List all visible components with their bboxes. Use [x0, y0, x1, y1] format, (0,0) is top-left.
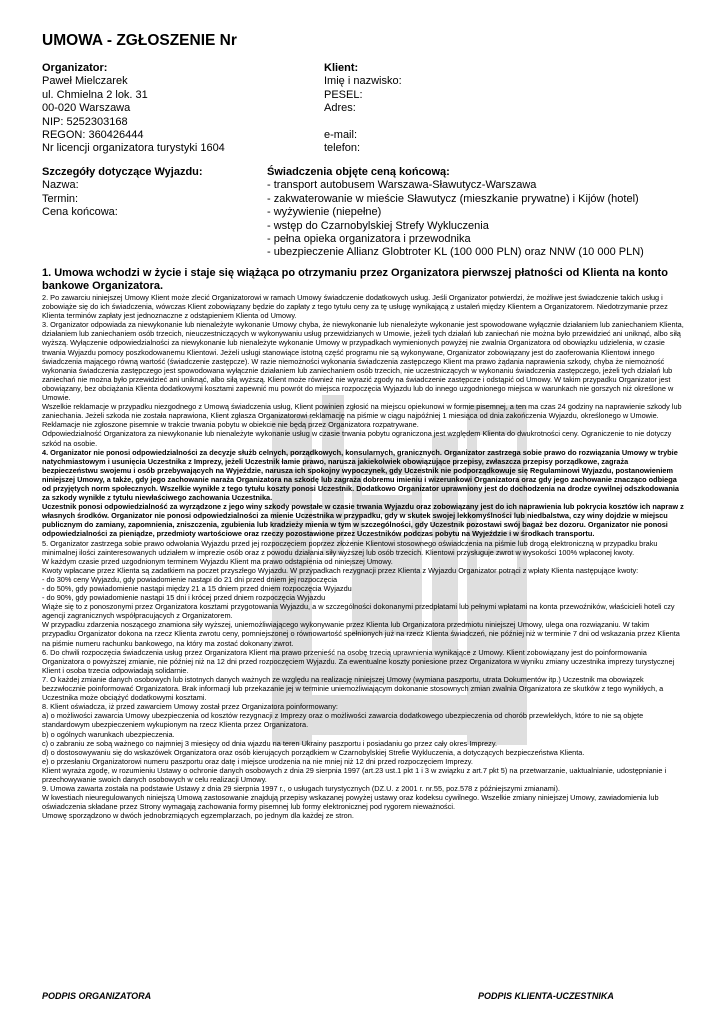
client-email-label: e-mail: — [324, 128, 358, 141]
contract-paragraph: 3. Organizator odpowiada za niewykonanie lub nienależyte wykonanie Umowy chyba, że niewykonanie lub nienależyte wykonanie jest spowodowane wyłącznie działaniem lub zaniechaniem Klienta, działaniem lub zaniechaniem osób trzecich, nieuczestniczących w wykonywaniu usług przewidzianych w Umowie, jeżeli tych działań lub zaniechań nie można było przewidzieć ani uniknąć, albo siłą wyższą. Wyłączenie odpowiedzialności za niewykonanie lub nienależyte wykonanie Umowy w przypadkach wymienionych powyżej nie zwalnia Organizatora od obowiązku udzielenia, w czasie trwania Wyjazdu pomocy poszkodowanemu Klientowi. Jeżeli usługi stanowiące istotną część programu nie są wykonywane, Organizator zobowiązany jest do zaoferowania Klientowi innego świadczenia mającego równą wartość (świadczenie zastępcze). W razie niemożności wykonania świadczenia zastępczego Klient ma prawo żądania naprawienia szkody, chyba że niemożność wykonania świadczenia zastępczego jest spowodowana wyłącznie działaniem lub zaniechaniem osób trzecich, nie uczestniczących w wykonaniu świadczenia zastępczego, jeżeli tych działań lub zaniechań nie można było przewidzieć ani uniknąć, albo siłą wyższą. Klient może również nie wyrazić zgody na świadczenie zastępcze i odstąpić od Umowy. W takim przypadku Organizator jest obowiązany, bez obciążania Klienta dodatkowymi kosztami zapewnić mu powrót do miejsca rozpoczęcia Wyjazdu lub do innego uzgodnionego miejsca w warunkach nie gorszych niż określone w Umowie. — [42, 320, 684, 403]
contract-paragraph: c) o zabraniu ze sobą ważnego co najmniej 3 miesięcy od dnia wjazdu na teren Ukrainy paszportu i posiadaniu go przez cały okres Imprezy. — [42, 738, 498, 748]
contract-paragraph: 5. Organizator zastrzega sobie prawo odwołania Wyjazdu przed jej rozpoczęciem poprzez złożenie Klientowi stosownego oświadczenia na piśmie lub drogą elektroniczną w przypadku braku minimalnej ilości zainteresowanych udziałem w imprezie osób oraz z powodu działania siły wyższej lub osób trzecich. Klientowi przysługuje zwrot w wysokości 100% wpłaconej kwoty. — [42, 538, 658, 557]
organizer-license: Nr licencji organizatora turystyki 1604 — [42, 142, 225, 155]
organizer-street: ul. Chmielna 2 lok. 31 — [42, 88, 148, 101]
client-signature-label: PODPIS KLIENTA-UCZESTNIKA — [478, 991, 614, 1001]
document-title: UMOWA - ZGŁOSZENIE Nr — [42, 32, 237, 49]
contract-paragraph: - do 90%, gdy powiadomienie nastąpi 15 dni i krócej przed dniem rozpoczęcia Wyjazdu — [42, 593, 326, 603]
included-item: - wstęp do Czarnobylskiej Strefy Wykluczenia — [267, 219, 489, 232]
contract-paragraph: Uczestnik ponosi odpowiedzialność za wyrządzone z jego winy szkody powstałe w czasie trwania Wyjazdu oraz zobowiązany jest do ich naprawienia lub pokrycia kosztów ich napraw z własnych środków. Organizator nie ponosi odpowiedzialności za mienie Uczestnika w przypadku, gdy w skutek swojej lekkomyślności lub niedbalstwa, czy winy dojdzie w miejscu publicznym do zamiany, zapomnienia, zniszczenia, zgubienia lub kradzieży mienia w tym w szczególności, gdy Uczestnik pozostawi swój bagaż bez dozoru. Organizator nie ponosi odpowiedzialności za pieniądze, przedmioty wartościowe oraz rzeczy pozostawione przez Uczestników podczas pobytu na Wyjeździe i w środkach transportu. — [42, 502, 684, 539]
included-item: - zakwaterowanie w mieście Sławutycz (mieszkanie prywatne) i Kijów (hotel) — [267, 192, 639, 205]
contract-paragraph: W kwestiach nieuregulowanych niniejszą Umową zastosowanie znajdują przepisy wskazanej powyżej ustawy oraz kodeksu cywilnego. Wszelkie zmiany niniejszej Umowy, zawiadomienia lub oświadczenia składane przez Strony wymagają zachowania formy pisemnej lub formy elektronicznej pod rygorem nieważności. — [42, 793, 659, 812]
client-name-label: Imię i nazwisko: — [324, 75, 402, 88]
included-services-header: Świadczenia objęte ceną końcową: — [267, 166, 450, 178]
organizer-regon: REGON: 360426444 — [42, 129, 144, 142]
client-address-label: Adres: — [324, 102, 356, 115]
included-item: - pełna opieka organizatora i przewodnika — [267, 233, 471, 246]
trip-price-label: Cena końcowa: — [42, 206, 118, 219]
organizer-signature-label: PODPIS ORGANIZATORA — [42, 991, 152, 1001]
organizer-header: Organizator: — [42, 62, 108, 74]
contract-paragraph: Odpowiedzialność Organizatora za niewykonanie lub nienależyte wykonanie usług w czasie trwania pobytu ograniczona jest względem Klienta do dwukrotności ceny. Ograniczenie to nie dotyczy szkód na osobie. — [42, 429, 672, 448]
contract-paragraph: - do 50%, gdy powiadomienie nastąpi między 21 a 15 dniem przed dniem rozpoczęcia Wyjazdu — [42, 584, 352, 593]
organizer-nip: NIP: 5252303168 — [42, 115, 128, 128]
contract-paragraph: a) o możliwości zawarcia Umowy ubezpieczenia od kosztów rezygnacji z Imprezy oraz o możliwości zawarcia dodatkowego ubezpieczenia od chorób przewlekłych, które to nie są objęte standardowym ubezpieczeniem wykupionym na rzecz Klienta przez Organizatora. — [42, 711, 644, 730]
contract-paragraph: 7. O każdej zmianie danych osobowych lub istotnych danych ważnych ze względu na realizację niniejszej Umowy (wymiana paszportu, utrata Dokumentów itp.) Uczestnik ma obowiązek bezzwłocznie poinformować Organizatora. Brak informacji lub przekazanie jej w terminie uniemożliwiającym dokonanie stosownych zmian zwalnia Organizatora ze skutków z tego wynikłych, a Uczestnika może obciążyć dodatkowymi kosztami. — [42, 674, 664, 703]
contract-paragraph: d) o dostosowywaniu się do wskazówek Organizatora oraz osób kierujących porządkiem w Czarnobylskiej Strefie Wykluczenia, a dotyczących bezpieczeństwa Klienta. — [42, 747, 585, 757]
contract-terms — [42, 293, 684, 820]
trip-name-label: Nazwa: — [42, 179, 79, 192]
contract-paragraph: 4. Organizator nie ponosi odpowiedzialności za decyzje służb celnych, porządkowych, konsularnych, granicznych. Organizator zastrzega sobie prawo do rozwiązania Umowy w trybie natychmiastowym i usunięcia Uczestnika z Imprezy, jeżeli Uczestnik łamie prawo, narusza jakiekolwiek obowiązujące przepisy, zwłaszcza przepisy porządkowe, zagraża bezpieczeństwu swojemu i osób przebywających na Wyjeździe, narusza ich spokojny wypoczynek, gdy Uczestnik nie podporządkowuje się Regulaminowi Wyjazdu, postanowieniem niniejszej Umowy, a także, gdy jego zachowanie naraża Organizatora na szkodę lub zagraża dobremu imieniu i wizerunkowi Organizatora oraz gdy jego zachowanie znacząco odbiega od przyjętych norm społecznych. Wszelkie wynikłe z tego tytułu koszty ponosi Uczestnik. Dodatkowo Organizator uprawniony jest do dochodzenia na drodze cywilnej odszkodowania za szkody wynikłe z tytułu niewłaściwego zachowania Uczestnika. — [42, 447, 679, 503]
client-phone-label: telefon: — [324, 142, 361, 155]
contract-paragraph: W każdym czasie przed uzgodnionym terminem Wyjazdu Klient ma prawo odstąpienia od niniejszej Umowy. — [42, 556, 393, 566]
included-item: - ubezpieczenie Allianz Globtroter KL (100 000 PLN) oraz NNW (10 000 PLN) — [267, 246, 644, 259]
organizer-city: 00-020 Warszawa — [42, 102, 131, 115]
included-item: - transport autobusem Warszawa-Sławutycz-Warszawa — [267, 179, 537, 192]
included-item: - wyżywienie (niepełne) — [267, 206, 382, 219]
contract-paragraph: Umowę sporządzono w dwóch jednobrzmiących egzemplarzach, po jednym dla każdej ze stron. — [42, 811, 354, 821]
contract-paragraph: 2. Po zawarciu niniejszej Umowy Klient może zlecić Organizatorowi w ramach Umowy świadczenie dodatkowych usług. Jeśli Organizator potwierdzi, że możliwe jest świadczenie takich usług i zobowiąże się do ich świadczenia, wówczas Klient zobowiązany będzie do zapłaty z tego tytułu ceny za tę usługę wynikającą z ustaleń między Klientem a Organizatorem. Niedotrzymanie przez Klienta terminów zapłaty jest jednoznaczne z odstąpieniem Klienta od Umowy. — [42, 293, 668, 321]
organizer-block — [42, 62, 225, 156]
trip-date-label: Termin: — [42, 192, 79, 205]
contract-paragraph: Kwoty wpłacane przez Klienta są zadatkiem na poczet przyszłego Wyjazdu. W przypadkach rezygnacji przez Klienta z Wyjazdu Organizator potrąci z wpłaty Klienta następujące kwoty: — [42, 565, 639, 575]
contract-paragraph: 8. Klient oświadcza, iż przed zawarciem Umowy został przez Organizatora poinformowany: — [42, 702, 338, 712]
client-block — [324, 62, 402, 155]
section-1-heading: 1. Umowa wchodzi w życie i staje się wiążąca po otrzymaniu przez Organizatora pierwszej płatności od Klienta na konto bankowe Organizatora. — [42, 267, 668, 292]
contract-paragraph: e) o przesłaniu Organizatorowi numeru paszportu oraz datę i miejsce urodzenia na nie mniej niż 12 dni przed rozpoczęciem Imprezy. — [42, 756, 473, 766]
included-services-block — [267, 166, 644, 260]
contract-paragraph: b) o ogólnych warunkach ubezpieczenia. — [42, 729, 175, 739]
trip-details-header: Szczegóły dotyczące Wyjazdu: — [42, 166, 203, 178]
trip-details-block — [42, 166, 203, 220]
contract-paragraph: Klient wyraża zgodę, w rozumieniu Ustawy o ochronie danych osobowych z dnia 29 sierpnia 1997 (art.23 ust.1 pkt 1 i 3 w związku z art.7 pkt 5) na przetwarzanie, uaktualnianie, udostępnianie i przechowywanie swoich danych osobowych w celu realizacji Umowy. — [42, 765, 667, 784]
organizer-name: Paweł Mielczarek — [42, 75, 128, 88]
contract-paragraph: - do 30% ceny Wyjazdu, gdy powiadomienie nastąpi do 21 dni przed dniem jej rozpoczęcia — [42, 574, 338, 584]
client-header: Klient: — [324, 62, 359, 74]
contract-paragraph: Wszelkie reklamacje w przypadku niezgodnego z Umową świadczenia usług, Klient powinien zgłosić na miejscu opiekunowi w formie pisemnej, a ten ma czas 24 godziny na naprawienie szkody lub zaniechania. Jeżeli szkoda nie została naprawiona, Klient zgłasza Organizatorowi reklamację na piśmie w ciągu najpóźniej 1 miesiąca od dnia zakończenia Wyjazdu, określonego w Umowie. Reklamacje nie zgłoszone pisemnie w trakcie trwania pobytu w obiekcie nie będą przez Organizatora rozpatrywane. — [42, 402, 682, 430]
contract-paragraph: 6. Do chwili rozpoczęcia świadczenia usług przez Organizatora Klient ma prawo przenieść na osobę trzecią uprawnienia wynikające z Umowy. Klient zobowiązany jest do poinformowania Organizatora o powyższej zmianie, nie później niż na 12 dni przed rozpoczęciem Wyjazdu. Za ewentualne koszty poniesione przez Organizatora w wyniku zmiany uczestnika imprezy turystycznej Klient i osoba trzecia odpowiadają solidarnie. — [42, 647, 675, 675]
contract-paragraph: W przypadku zdarzenia noszącego znamiona siły wyższej, uniemożliwiającego wykonywanie przez Klienta lub Organizatora przedmiotu niniejszej Umowy, ulega ona rozwiązaniu. W takim przypadku Organizator dokona na rzecz Klienta zwrotu ceny, pomniejszonej o równowartość spełnionych już na rzecz Klienta świadczeń, nie później niż w terminie 7 dni od wskazania przez Klienta na piśmie numeru rachunku bankowego, na który ma zostać dokonany zwrot. — [42, 620, 680, 648]
client-pesel-label: PESEL: — [324, 88, 363, 101]
contract-paragraph: Wiąże się to z ponoszonymi przez Organizatora kosztami przygotowania Wyjazdu, a w szczególności dokonanymi przedpłatami lub pełnymi wpłatami na konta przewoźników, właścicieli hoteli czy agencji zagranicznych współpracujących z Organizatorem. — [42, 602, 675, 621]
contract-paragraph: 9. Umowa zawarta została na podstawie Ustawy z dnia 29 sierpnia 1997 r., o usługach turystycznych (DZ.U. z 2001 r. nr.55, poz.578 z późniejszymi zmianami). — [42, 784, 560, 794]
